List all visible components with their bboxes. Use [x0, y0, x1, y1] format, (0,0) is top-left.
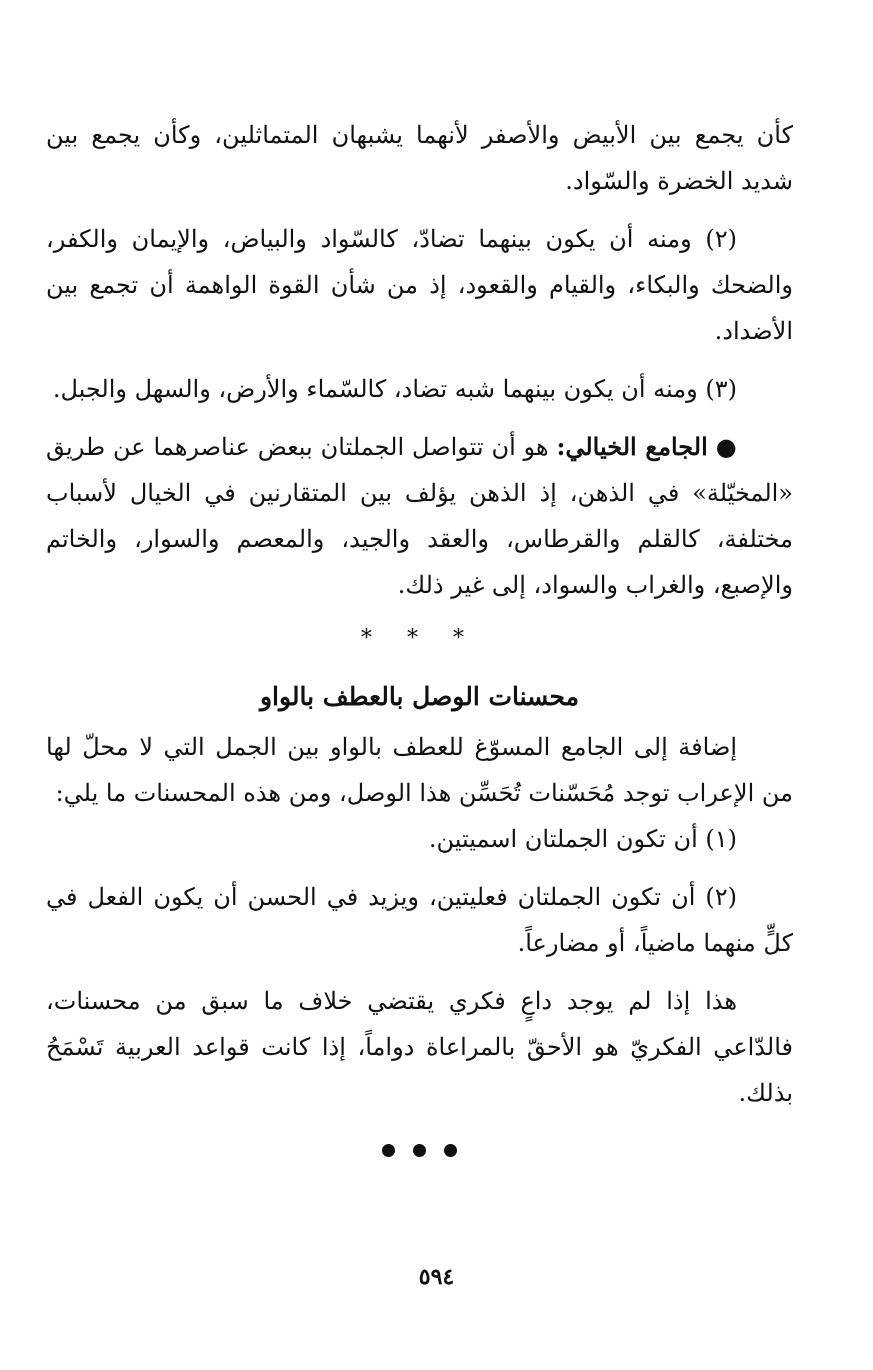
paragraph-item-2-contrast: (٢) ومنه أن يكون بينهما تضادّ، كالسّواد والبياض، والإيمان والكفر، والضحك والبكاء، والقيام والقعود، إذ من شأن القوة الواهمة أن تجمع بين الأضداد. — [46, 225, 794, 345]
paragraph-imaginary-connector — [46, 424, 793, 608]
definition-text: هو أن تتواصل الجملتان ببعض عناصرهما عن طريق «المخيّلة» في الذهن، إذ الذهن يؤلف بين المتقارنين في الخيال لأسباب مختلفة، كالقلم والقرطاس، والعقد والجيد، والمعصم والسوار، والخاتم والإصبع، والغراب والسواد، إلى غير ذلك. — [46, 433, 793, 599]
paragraph-continuation: كأن يجمع بين الأبيض والأصفر لأنهما يشبهان المتماثلين، وكأن يجمع بين شديد الخضرة والسّواد. — [46, 121, 793, 195]
page-number: ٥٩٤ — [418, 1264, 455, 1290]
section-separator-stars: * * * — [361, 626, 478, 651]
list-item-1: (١) أن تكون الجملتان اسميتين. — [428, 825, 737, 853]
bullet-icon: ● — [715, 433, 737, 461]
paragraph-item-3-semi-contrast: (٣) ومنه أن يكون بينهما شبه تضاد، كالسّماء والأرض، والسهل والجبل. — [52, 375, 737, 403]
term-imaginary-connector: الجامع الخيالي: — [556, 432, 708, 461]
dot-icon — [444, 1144, 457, 1157]
dot-icon — [413, 1144, 426, 1157]
dot-icon — [382, 1144, 395, 1157]
list-item-2: (٢) أن تكون الجملتان فعليتين، ويزيد في الحسن أن يكون الفعل في كلٍّ منهما ماضياً، أو مضارعاً. — [46, 883, 793, 957]
section-heading: محسنات الوصل بالعطف بالواو — [259, 682, 580, 711]
closing-paragraph: هذا إذا لم يوجد داعٍ فكري يقتضي خلاف ما سبق من محسنات، فالدّاعي الفكريّ هو الأحقّ بالمراعاة دواماً، إذا كانت قواعد العربية تَسْمَحُ بذلك. — [46, 987, 793, 1107]
end-separator-dots — [46, 1144, 793, 1157]
section-intro: إضافة إلى الجامع المسوّغ للعطف بالواو بين الجمل التي لا محلّ لها من الإعراب توجد مُحَسّنات تُحَسِّن هذا الوصل، ومن هذه المحسنات ما يلي: — [46, 733, 793, 807]
